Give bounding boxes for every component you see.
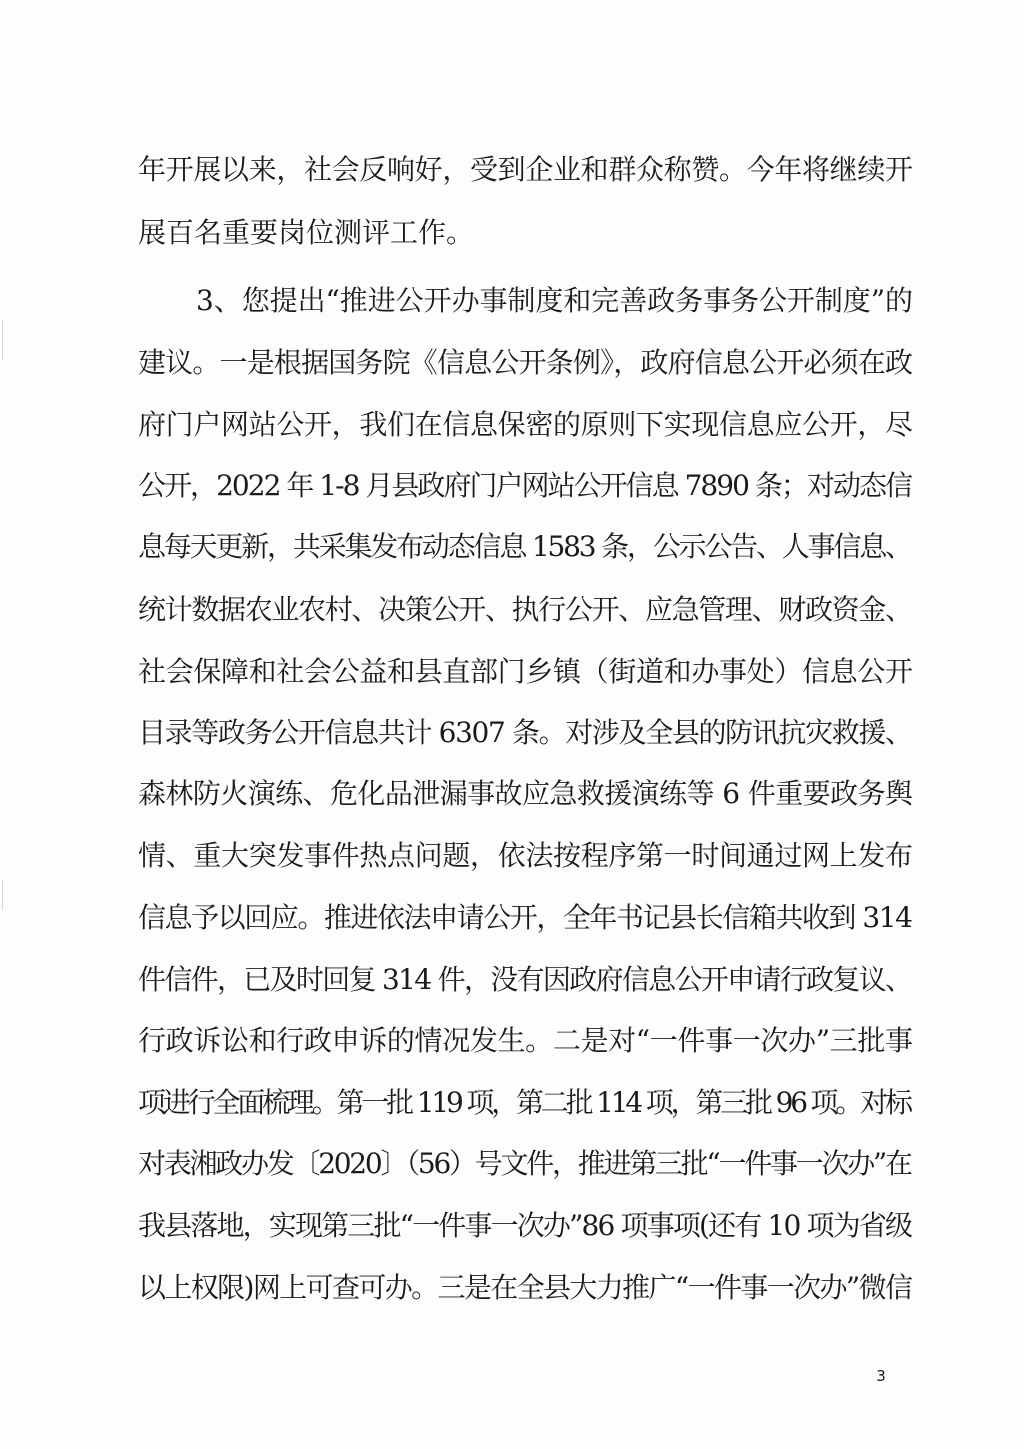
- text-line: 建议。一是根据国务院《信息公开条例》，政府信息公开必须在政: [138, 346, 913, 379]
- text-line: 社会保障和社会公益和县直部门乡镇（街道和办事处）信息公开: [138, 655, 913, 688]
- text-line: 息每天更新，共采集发布动态信息 1583 条，公示公告、人事信息、: [138, 530, 911, 563]
- text-line: 件信件，已及时回复 314 件，没有因政府信息公开申请行政复议、: [138, 963, 912, 996]
- text-line: 对表湘政办发〔2020〕（56）号文件，推进第三批“一件事一次办”在: [138, 1147, 911, 1180]
- text-line: 情、重大突发事件热点问题，依法按程序第一时间通过网上发布: [138, 839, 913, 872]
- text-line: 项进行全面梳理。第一批 119 项，第二批 114 项，第三批 96 项。对标: [138, 1086, 910, 1119]
- text-line: 森林防火演练、危化品泄漏事故应急救援演练等 6 件重要政务舆: [138, 777, 913, 810]
- text-line: 目录等政务公开信息共计 6307 条。对涉及全县的防讯抗灾救援、: [138, 716, 912, 749]
- text-line: 行政诉讼和行政申诉的情况发生。二是对“一件事一次办”三批事: [138, 1024, 913, 1057]
- text-line: 统计数据农业农村、决策公开、执行公开、应急管理、财政资金、: [138, 593, 912, 626]
- text-line: 我县落地，实现第三批“一件事一次办”86 项事项(还有 10 项为省级: [138, 1209, 912, 1242]
- text-line: 以上权限)网上可查可办。三是在全县大力推广“一件事一次办”微信: [138, 1271, 912, 1304]
- text-line: 年开展以来，社会反响好，受到企业和群众称赞。今年将继续开: [138, 153, 913, 186]
- text-line: 信息予以回应。推进依法申请公开，全年书记县长信箱共收到 314: [138, 901, 912, 934]
- page-number: 3: [876, 1367, 886, 1385]
- text-line: 府门户网站公开，我们在信息保密的原则下实现信息应公开，尽: [138, 408, 913, 441]
- text-line: 展百名重要岗位测评工作。: [138, 216, 475, 249]
- paragraph-start-line: 3、您提出“推进公开办事制度和完善政务事务公开制度”的: [196, 284, 913, 317]
- text-line: 公开，2022 年 1-8 月县政府门户网站公开信息 7890 条；对动态信: [138, 469, 912, 502]
